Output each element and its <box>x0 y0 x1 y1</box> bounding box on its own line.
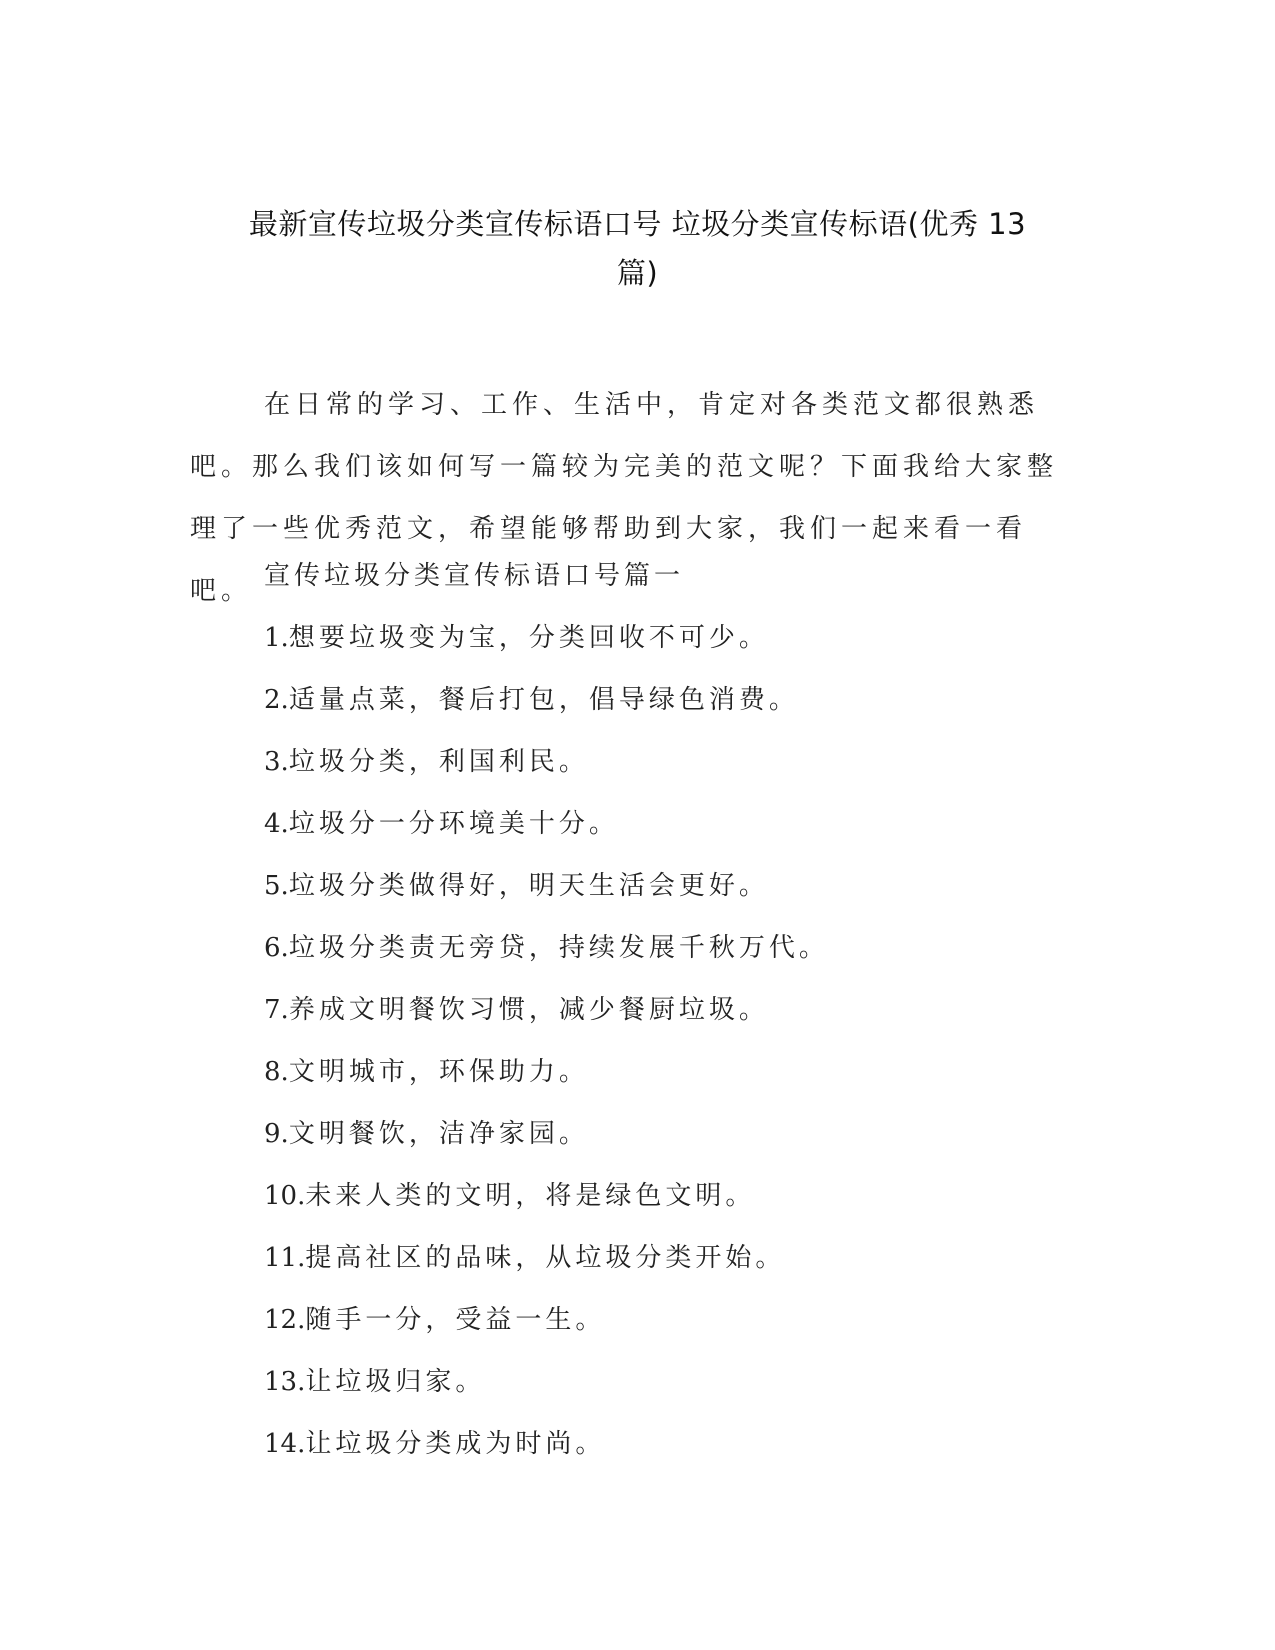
item-number: 10. <box>264 1181 306 1211</box>
intro-paragraph: 在日常的学习、工作、生活中，肯定对各类范文都很熟悉吧。那么我们该如何写一篇较为完美的范文呢？下面我给大家整理了一些优秀范文，希望能够帮助到大家，我们一起来看一看吧。 <box>190 390 1059 606</box>
section-heading: 宣传垃圾分类宣传标语口号篇一 <box>264 561 685 591</box>
item-text: 垃圾分类责无旁贷，持续发展千秋万代。 <box>288 933 829 963</box>
item-text: 想要垃圾变为宝，分类回收不可少。 <box>288 623 769 653</box>
item-number: 9. <box>264 1119 289 1149</box>
title-line-2: 篇) <box>616 256 659 290</box>
list-item <box>264 917 829 979</box>
list-item <box>264 669 829 731</box>
item-number: 14. <box>264 1429 306 1459</box>
list-item <box>264 1227 829 1289</box>
item-text: 适量点菜，餐后打包，倡导绿色消费。 <box>288 685 799 715</box>
list-item <box>264 793 829 855</box>
item-text: 垃圾分类，利国利民。 <box>288 747 589 777</box>
item-number: 12. <box>264 1305 306 1335</box>
list-item <box>264 1103 829 1165</box>
item-number: 6. <box>264 933 289 963</box>
item-text: 让垃圾分类成为时尚。 <box>305 1429 606 1459</box>
item-text: 垃圾分类做得好，明天生活会更好。 <box>288 871 769 901</box>
list-item <box>264 1165 829 1227</box>
item-number: 5. <box>264 871 289 901</box>
list-item <box>264 731 829 793</box>
item-number: 11. <box>264 1243 306 1273</box>
list-item <box>264 1041 829 1103</box>
item-number: 7. <box>264 995 289 1025</box>
list-item <box>264 855 829 917</box>
item-number: 1. <box>264 623 289 653</box>
item-text: 文明城市，环保助力。 <box>288 1057 589 1087</box>
item-number: 13. <box>264 1367 306 1397</box>
item-text: 提高社区的品味，从垃圾分类开始。 <box>305 1243 786 1273</box>
item-number: 3. <box>264 747 289 777</box>
list-item <box>264 1413 829 1475</box>
document-title <box>180 200 1095 298</box>
slogan-list <box>264 545 829 1475</box>
list-item <box>264 607 829 669</box>
item-text: 养成文明餐饮习惯，减少餐厨垃圾。 <box>288 995 769 1025</box>
title-line-1: 最新宣传垃圾分类宣传标语口号 垃圾分类宣传标语(优秀 13 <box>248 207 1027 241</box>
item-text: 垃圾分一分环境美十分。 <box>288 809 619 839</box>
list-item <box>264 979 829 1041</box>
item-text: 未来人类的文明，将是绿色文明。 <box>305 1181 756 1211</box>
item-text: 让垃圾归家。 <box>305 1367 486 1397</box>
item-text: 随手一分，受益一生。 <box>305 1305 606 1335</box>
item-text: 文明餐饮，洁净家园。 <box>288 1119 589 1149</box>
list-item <box>264 1351 829 1413</box>
list-item <box>264 1289 829 1351</box>
item-number: 4. <box>264 809 289 839</box>
item-number: 2. <box>264 685 289 715</box>
item-number: 8. <box>264 1057 289 1087</box>
